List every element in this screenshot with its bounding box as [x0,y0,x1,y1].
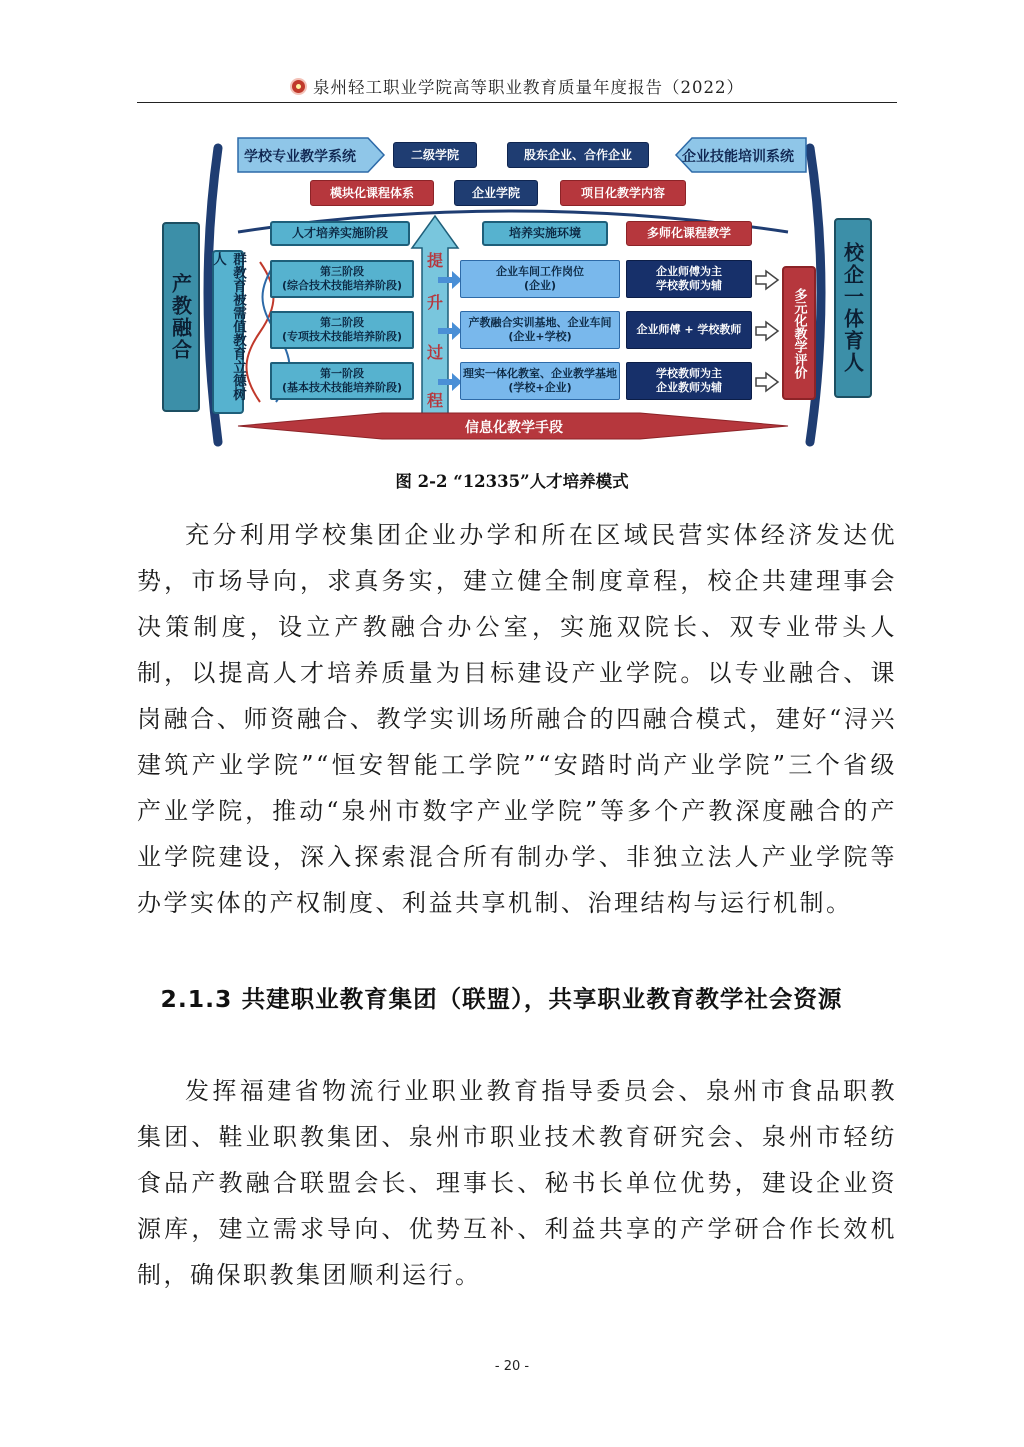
figure-caption: 图 2-2 “12335”人才培养模式 [395,472,629,491]
talent-training-diagram [160,120,868,460]
stage-2-box: 第二阶段 (专项技术技能培养阶段) [270,311,414,349]
promote-char-3: 过 [426,343,443,362]
secondary-college-box: 二级学院 [393,142,477,168]
eval-arrow-2 [756,322,778,340]
school-system-label: 学校专业教学系统 [244,149,356,165]
header-training-stage: 人才培养实施阶段 [270,221,410,246]
body-paragraph-2: 发挥福建省物流行业职业教育指导委员会、泉州市食品职教集团、鞋业职教集团、泉州市职业技术教育研究会、泉州市轻纺食品产教融合联盟会长、理事长、秘书长单位优势，建设企业资源库，建立需求导向、优势互补、利益共享的产学研合作长效机制，确保职教集团顺利运行。 [137,1077,897,1289]
promote-char-2: 升 [426,293,443,312]
enterprise-system-label: 企业技能培训系统 [682,149,794,165]
promote-char-1: 提 [426,251,443,270]
multi-evaluation-box: 多元化教学评价 [782,266,816,400]
page-number: - 20 - [494,1359,530,1374]
school-enterprise-integration: 校企一体育人 [834,218,872,398]
section-heading: 2.1.3 共建职业教育集团（联盟），共享职业教育教学社会资源 [160,985,843,1013]
stage-1-box: 第一阶段 (基本技术技能培养阶段) [270,362,414,400]
info-teaching-label: 信息化教学手段 [465,420,563,436]
teacher-3-box: 企业师傅为主 学校教师为辅 [626,260,752,298]
header-multi-teacher: 多师化课程教学 [626,221,752,246]
header-title: 泉州轻工职业学院高等职业教育质量年度报告（2022） [313,78,744,97]
page-header [137,68,897,103]
school-emblem-icon [290,78,307,95]
body-paragraph-1: 充分利用学校集团企业办学和所在区域民营实体经济发达优势，市场导向，求真务实，建立健全制度章程，校企共建理事会决策制度，设立产教融合办公室，实施双院长、双专业带头人制，以提高人才培养质量为目标建设产业学院。以专业融合、课岗融合、师资融合、教学实训场所融合的四融合模式，建好“浔兴建筑产业学院”“恒安智能工学院”“安踏时尚产业学院”三个省级产业学院，推动“泉州市数字产业学院”等多个产教深度融合的产业学院建设，深入探索混合所有制办学、非独立法人产业学院等办学实体的产权制度、利益共享机制、治理结构与运行机制。 [137,521,897,917]
header-training-env: 培养实施环境 [482,221,608,246]
enterprise-college-box: 企业学院 [454,180,538,206]
env-2-box: 产教融合实训基地、企业车间 (企业+学校) [460,311,620,349]
moral-education-column: 群教育被需值教育立德树人 [212,250,244,414]
partner-enterprise-box: 股东企业、合作企业 [507,142,649,168]
teacher-2-box: 企业师傅 + 学校教师 [626,311,752,349]
eval-arrow-3 [756,271,778,289]
industry-education-integration: 产教融合 [162,222,200,412]
teacher-1-box: 学校教师为主 企业教师为辅 [626,362,752,400]
env-3-box: 企业车间工作岗位 (企业) [460,260,620,298]
modular-curriculum-box: 模块化课程体系 [310,180,434,206]
stage-3-box: 第三阶段 (综合技术技能培养阶段) [270,260,414,298]
eval-arrow-1 [756,373,778,391]
promote-char-4: 程 [426,391,443,410]
env-1-box: 理实一体化教室、企业教学基地 (学校+企业) [460,362,620,400]
project-teaching-box: 项目化教学内容 [560,180,686,206]
